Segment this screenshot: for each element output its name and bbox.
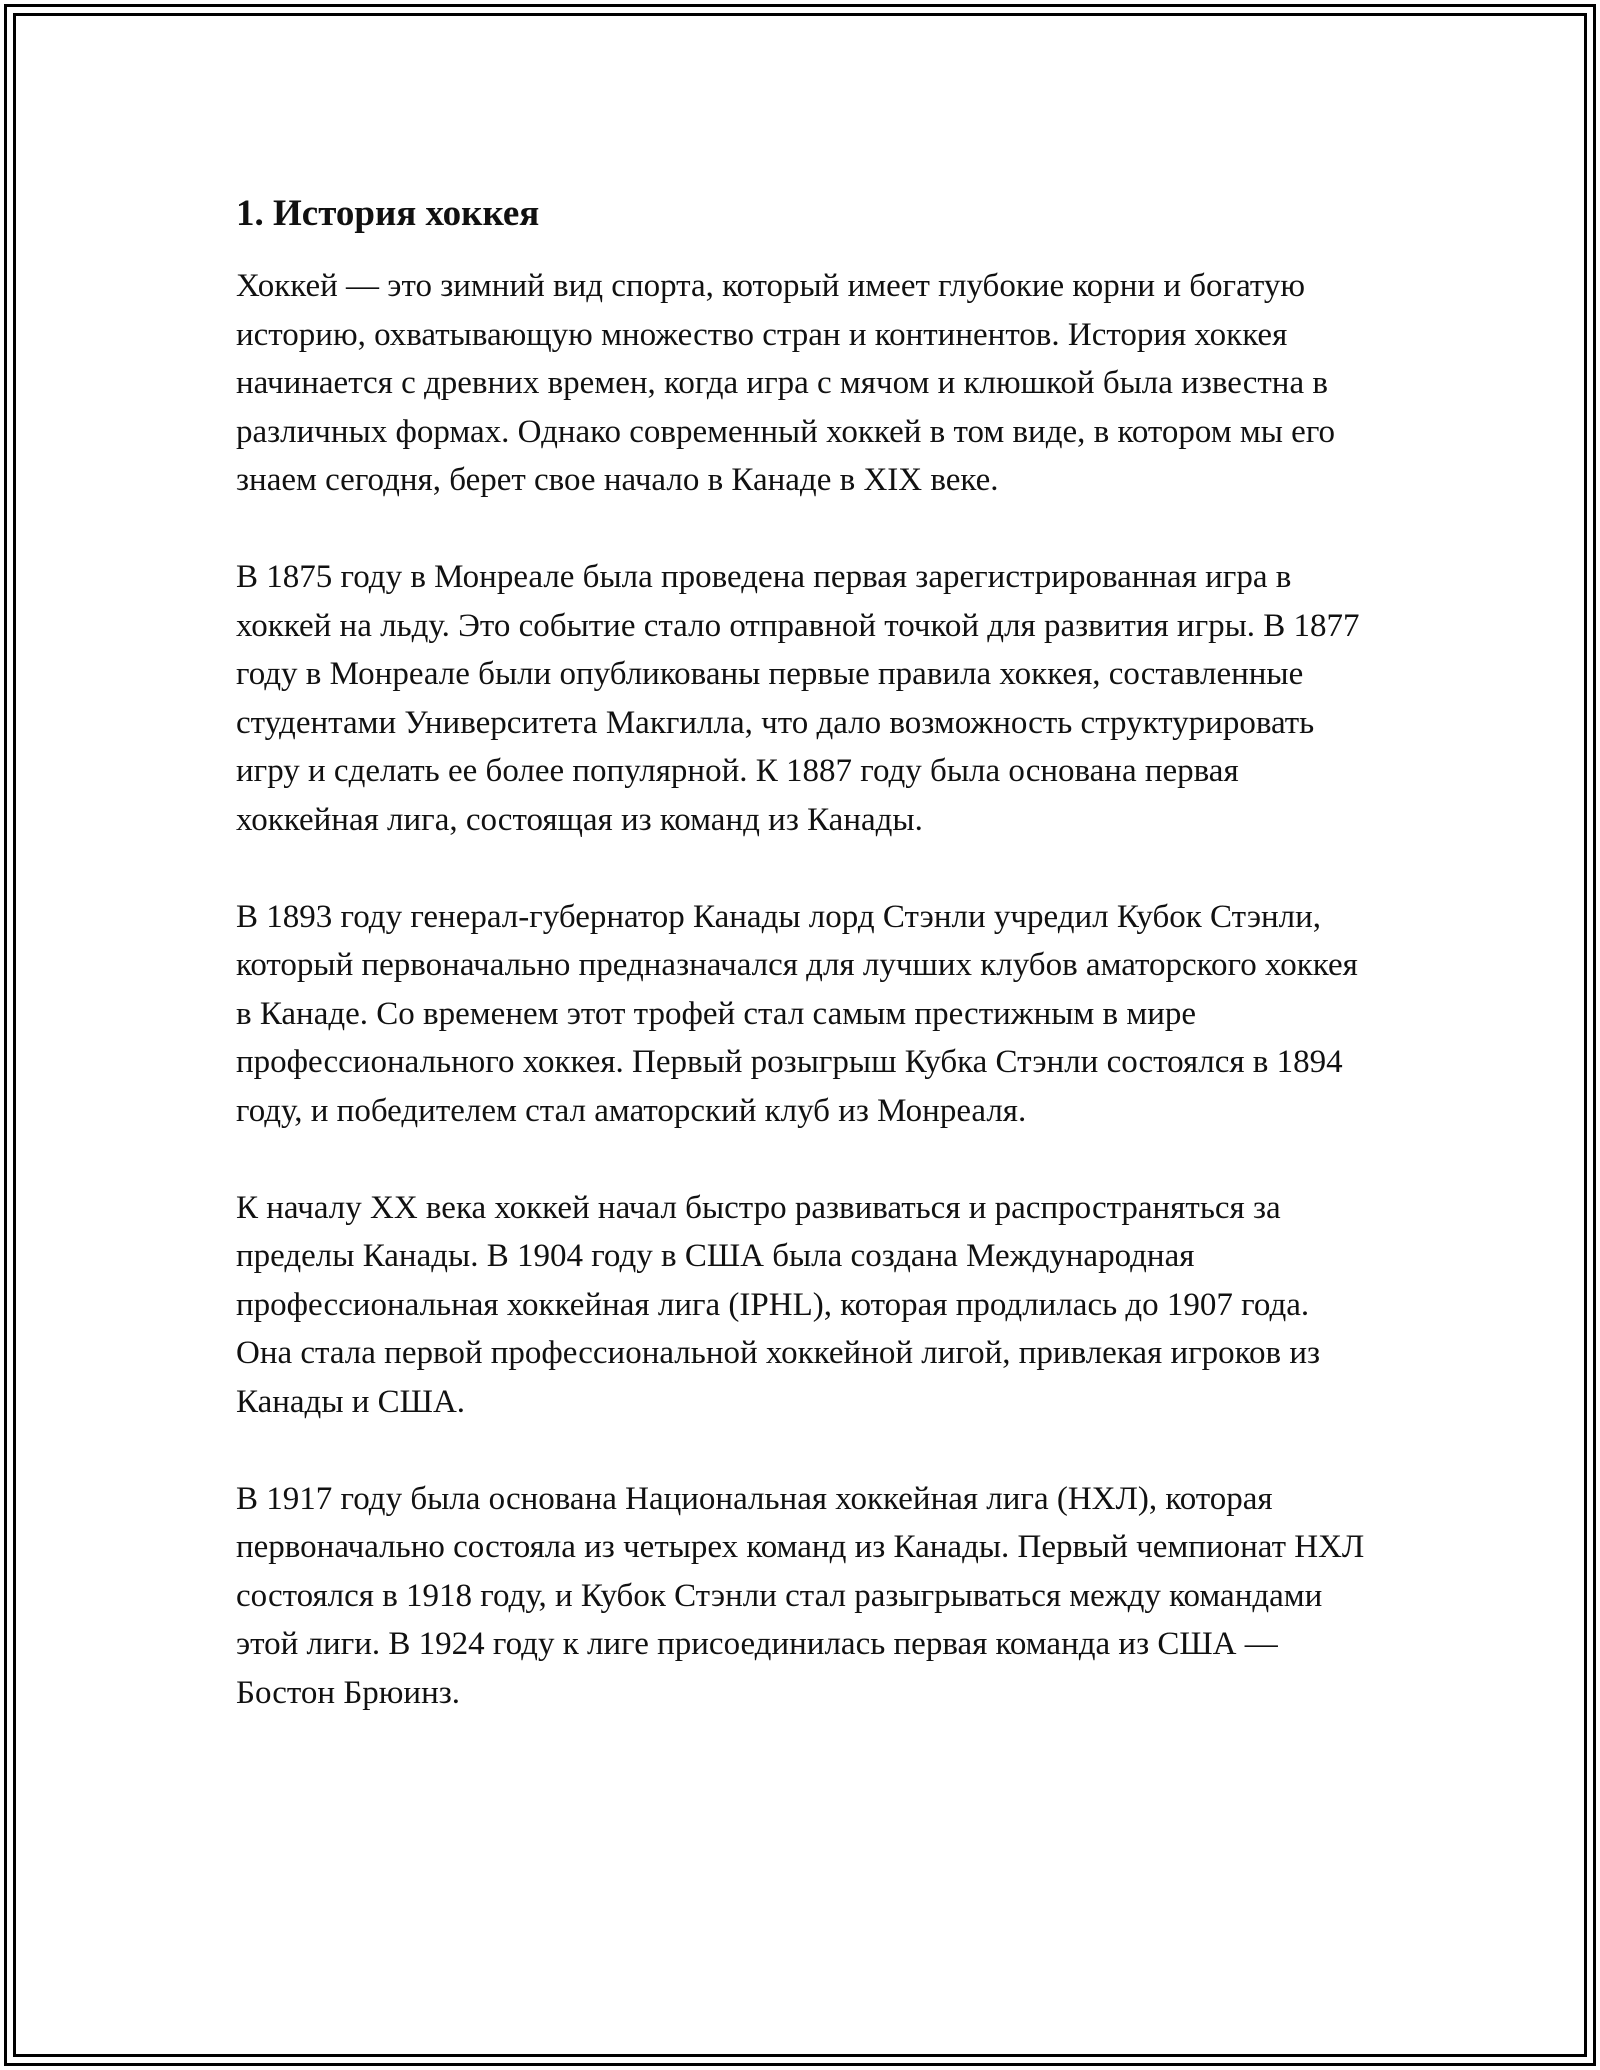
paragraph-intro: Хоккей — это зимний вид спорта, который имеет глубокие корни и богатую историю, охватывающую множество стран и континентов. История хоккея начинается с древних времен, когда игра с мячом и клюшкой была известна в различных формах. Однако современный хоккей в том виде, в котором мы его знаем сегодня, берет свое начало в Канаде в XIX веке. bbox=[236, 268, 1336, 498]
paragraph-1917: В 1917 году была основана Национальная хоккейная лига (НХЛ), которая первоначально состояла из четырех команд из Канады. Первый чемпионат НХЛ состоялся в 1918 году, и Кубок Стэнли стал разыгрываться между командами этой лиги. В 1924 году к лиге присоединилась первая команда из США — Бостон Брюинз. bbox=[236, 1480, 1365, 1711]
paragraph-1875: В 1875 году в Монреале была проведена первая зарегистрированная игра в хоккей на льду. Это событие стало отправной точкой для развития игры. В 1877 году в Монреале были опубликованы первые правила хоккея, составленные студентами Университета Макгилла, что дало возможность структурировать игру и сделать ее более популярной. К 1887 году была основана первая хоккейная лига, состоящая из команд из Канады. bbox=[236, 559, 1360, 838]
section-heading: 1. История хоккея bbox=[236, 193, 540, 234]
document-body bbox=[236, 190, 1366, 1717]
paragraph-xx-century: К началу XX века хоккей начал быстро развиваться и распространяться за пределы Канады. В 1904 году в США была создана Международная профессиональная хоккейная лига (IPHL), которая продлилась до 1907 года. Она стала первой профессиональной хоккейной лигой, привлекая игроков из Канады и США. bbox=[236, 1189, 1321, 1420]
paragraph-1893: В 1893 году генерал-губернатор Канады лорд Стэнли учредил Кубок Стэнли, который первоначально предназначался для лучших клубов аматорского хоккея в Канаде. Со временем этот трофей стал самым престижным в мире профессионального хоккея. Первый розыгрыш Кубка Стэнли состоялся в 1894 году, и победителем стал аматорский клуб из Монреаля. bbox=[236, 898, 1358, 1129]
